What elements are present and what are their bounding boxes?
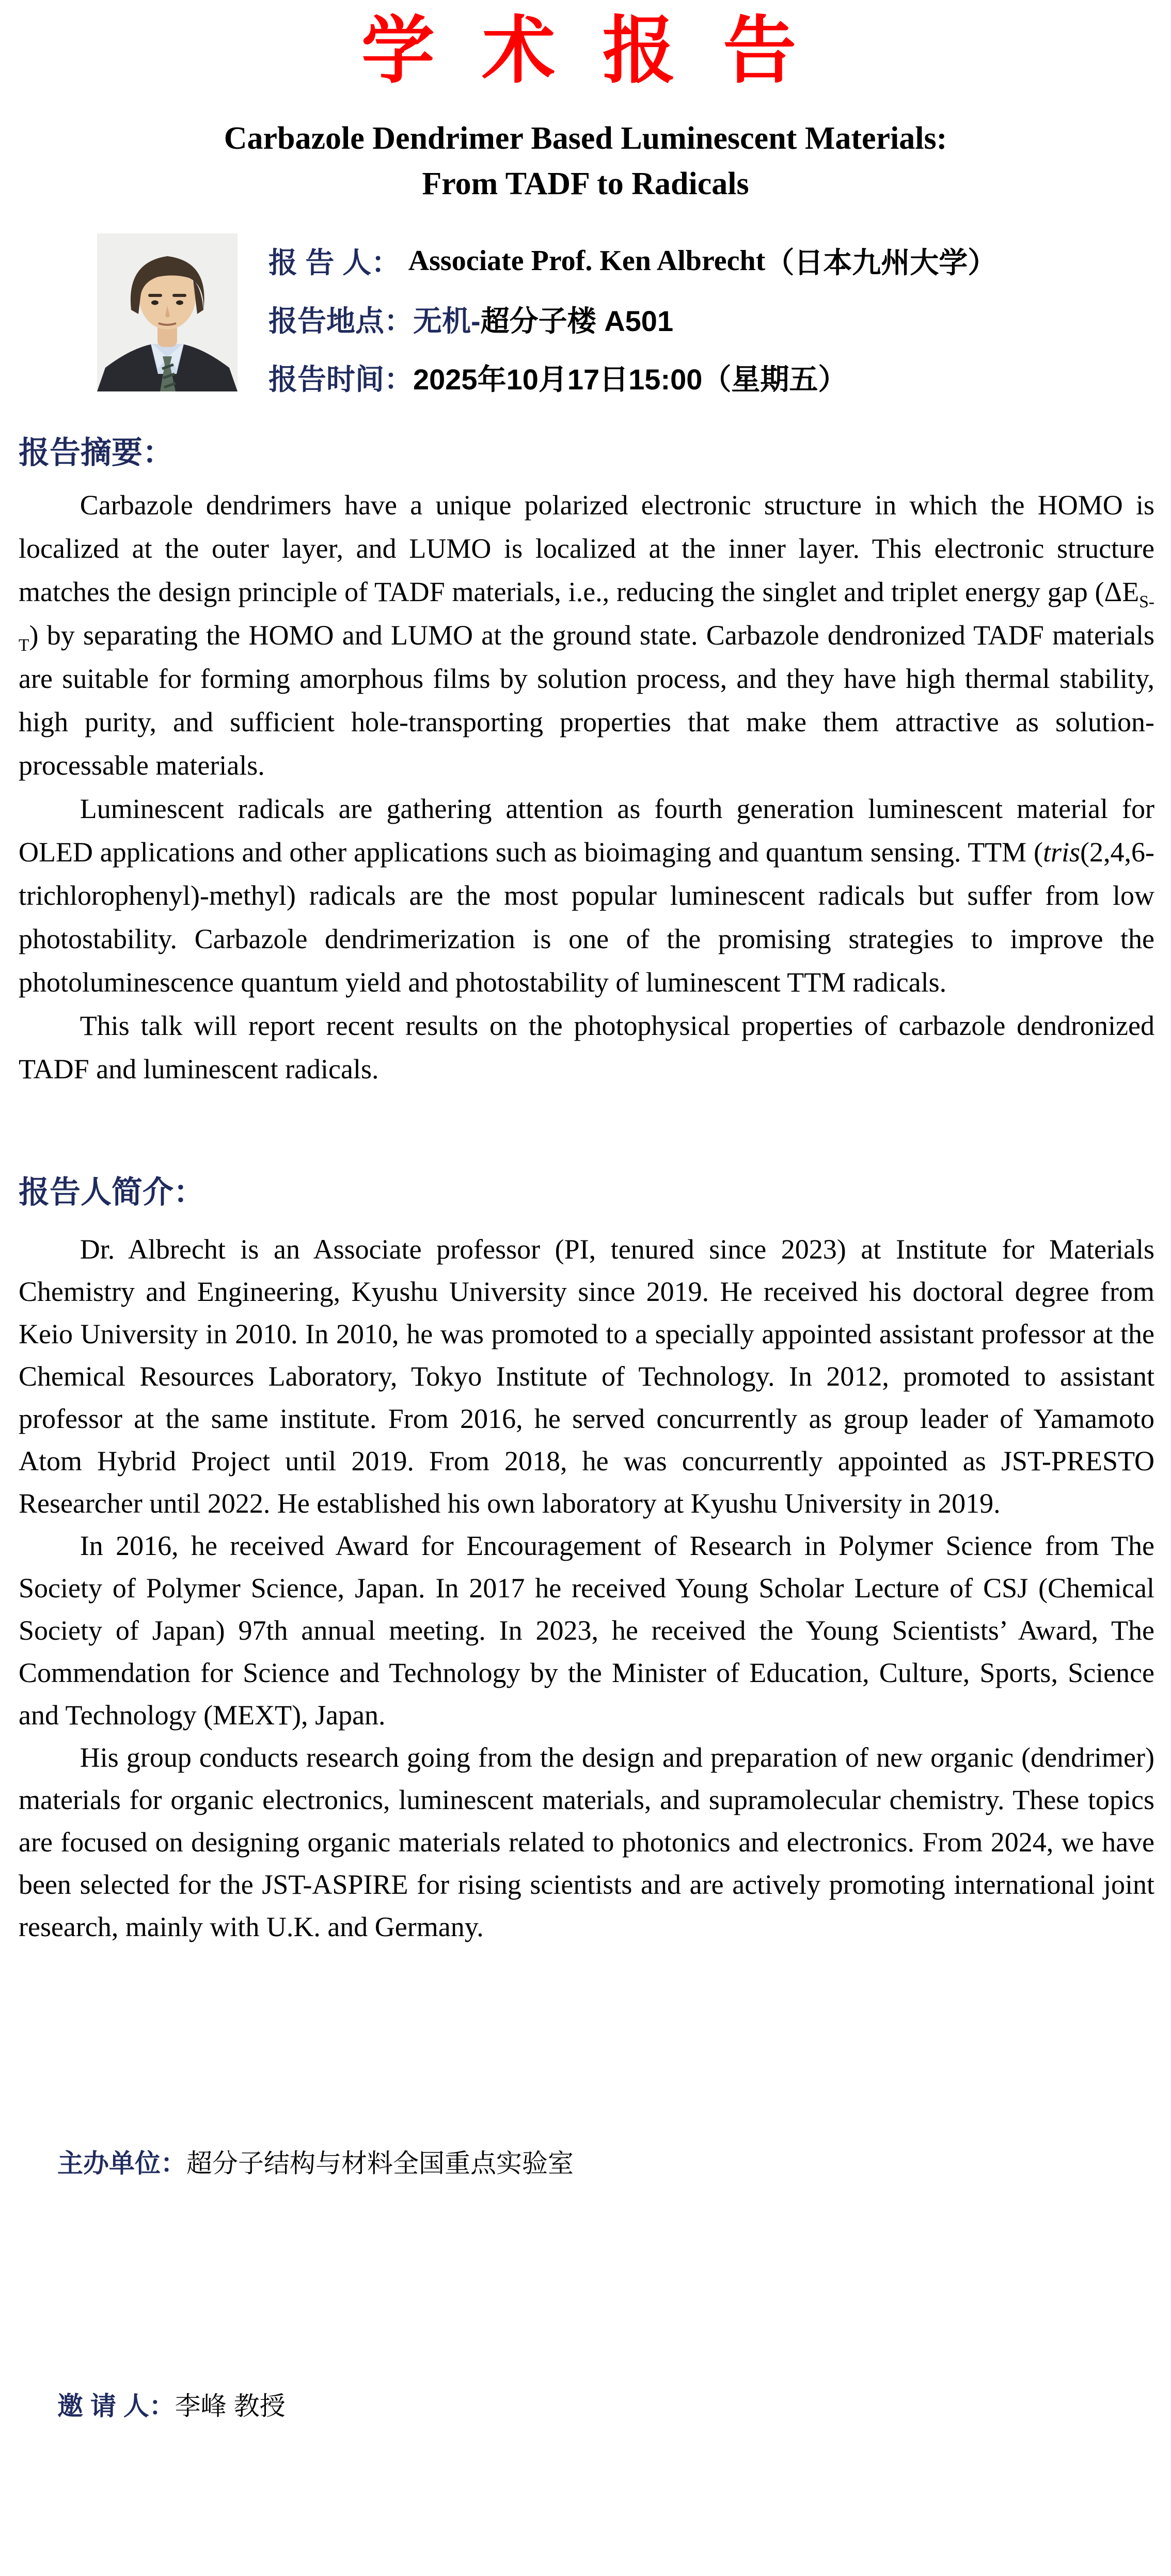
page-title: 学 术 报 告 <box>361 10 810 92</box>
abstract-p2-text-cont: (2,4,6-trichlorophenyl)-methyl) radicals are the most popular luminescent radicals but suffer from low photostability. Carbazole dendrimerization is one of the promising strategies to improve the photoluminescence quantum yield and photostability of luminescent TTM radicals. <box>19 837 1154 998</box>
bio-paragraph-2: In 2016, he received Award for Encouragement of Research in Polymer Science from The Society of Polymer Science, Japan. In 2017 he received Young Scholar Lecture of CSJ (Chemical Society of Japan) 97th annual meeting. In 2023, he received the Young Scientists’ Award, The Commendation for Science and Technology by the Minister of Education, Culture, Sports, Science and Technology (MEXT), Japan. <box>19 1530 1154 1731</box>
abstract-p2-italic: tris <box>1042 837 1081 868</box>
speaker-info <box>268 231 1157 406</box>
footer <box>19 1993 574 2576</box>
speaker-line <box>268 231 1157 290</box>
inviter-value: 李峰 教授 <box>175 2392 286 2421</box>
time-line <box>268 348 1157 406</box>
time-label: 报告时间： <box>268 363 413 396</box>
abstract-p1-text-cont: ) by separating the HOMO and LUMO at the ground state. Carbazole dendronized TADF materials are suitable for forming amorphous films by solution process, and they have high thermal stability, high purity, and sufficient hole-transporting properties that make them attractive as solution-processable materials. <box>19 620 1154 781</box>
bio-paragraph-1: Dr. Albrecht is an Associate professor (PI, tenured since 2023) at Institute for Materials Chemistry and Engineering, Kyushu University since 2019. He received his doctoral degree from Keio University in 2010. In 2010, he was promoted to a specially appointed assistant professor at the Chemical Resources Laboratory, Tokyo Institute of Technology. In 2012, promoted to assistant professor at the same institute. From 2016, he served concurrently as group leader of Yamamoto Atom Hybrid Project until 2019. From 2018, he was concurrently appointed as JST-PRESTO Researcher until 2022. He established his own laboratory at Kyushu University in 2019. <box>19 1234 1154 1519</box>
speaker-label: 报 告 人： <box>268 246 408 279</box>
bio-body <box>19 1228 1154 1948</box>
abstract-heading: 报告摘要： <box>19 435 173 470</box>
speaker-name: Associate Prof. Ken Albrecht <box>408 244 766 277</box>
venue-highlight: 无机- <box>413 304 481 337</box>
abstract-paragraph-1 <box>19 483 1154 787</box>
speaker-photo <box>97 233 238 391</box>
abstract-p2-text: Luminescent radicals are gathering attention as fourth generation luminescent material for OLED applications and other applications such as bioimaging and quantum sensing. TTM ( <box>19 793 1154 868</box>
venue-line <box>268 290 1157 348</box>
abstract-paragraph-2 <box>19 787 1154 1004</box>
host-line <box>19 2091 574 2236</box>
inviter-line <box>19 2333 574 2479</box>
bio-heading: 报告人简介： <box>19 1175 204 1210</box>
host-value: 超分子结构与材料全国重点实验室 <box>186 2149 574 2178</box>
host-label: 主办单位： <box>57 2149 186 2178</box>
inviter-label: 邀 请 人： <box>57 2392 175 2421</box>
venue-value: 超分子楼 A501 <box>480 304 674 337</box>
speaker-affiliation: （日本九州大学） <box>765 246 997 279</box>
talk-title-line2: From TADF to Radicals <box>422 166 749 201</box>
speaker-portrait-graphic <box>97 233 238 391</box>
abstract-paragraph-3: This talk will report recent results on the photophysical properties of carbazole dendronized TADF and luminescent radicals. <box>19 1010 1154 1085</box>
abstract-body <box>19 483 1154 1091</box>
time-value: 2025年10月17日15:00（星期五） <box>413 363 847 396</box>
abstract-p1-subscript: S-T <box>19 592 1154 655</box>
talk-title <box>0 116 1171 207</box>
bio-paragraph-3: His group conducts research going from the design and preparation of new organic (dendrimer) materials for organic electronics, luminescent materials, and supramolecular chemistry. These topics are focused on designing organic materials related to photonics and electronics. From 2024, we have been selected for the JST-ASPIRE for rising scientists and are actively promoting international joint research, mainly with U.K. and Germany. <box>19 1742 1154 1942</box>
abstract-p1-text: Carbazole dendrimers have a unique polarized electronic structure in which the HOMO is localized at the outer layer, and LUMO is localized at the inner layer. This electronic structure matches the design principle of TADF materials, i.e., reducing the singlet and triplet energy gap (ΔE <box>19 490 1154 607</box>
venue-label: 报告地点： <box>268 304 413 337</box>
talk-title-line1: Carbazole Dendrimer Based Luminescent Materials: <box>224 121 947 156</box>
